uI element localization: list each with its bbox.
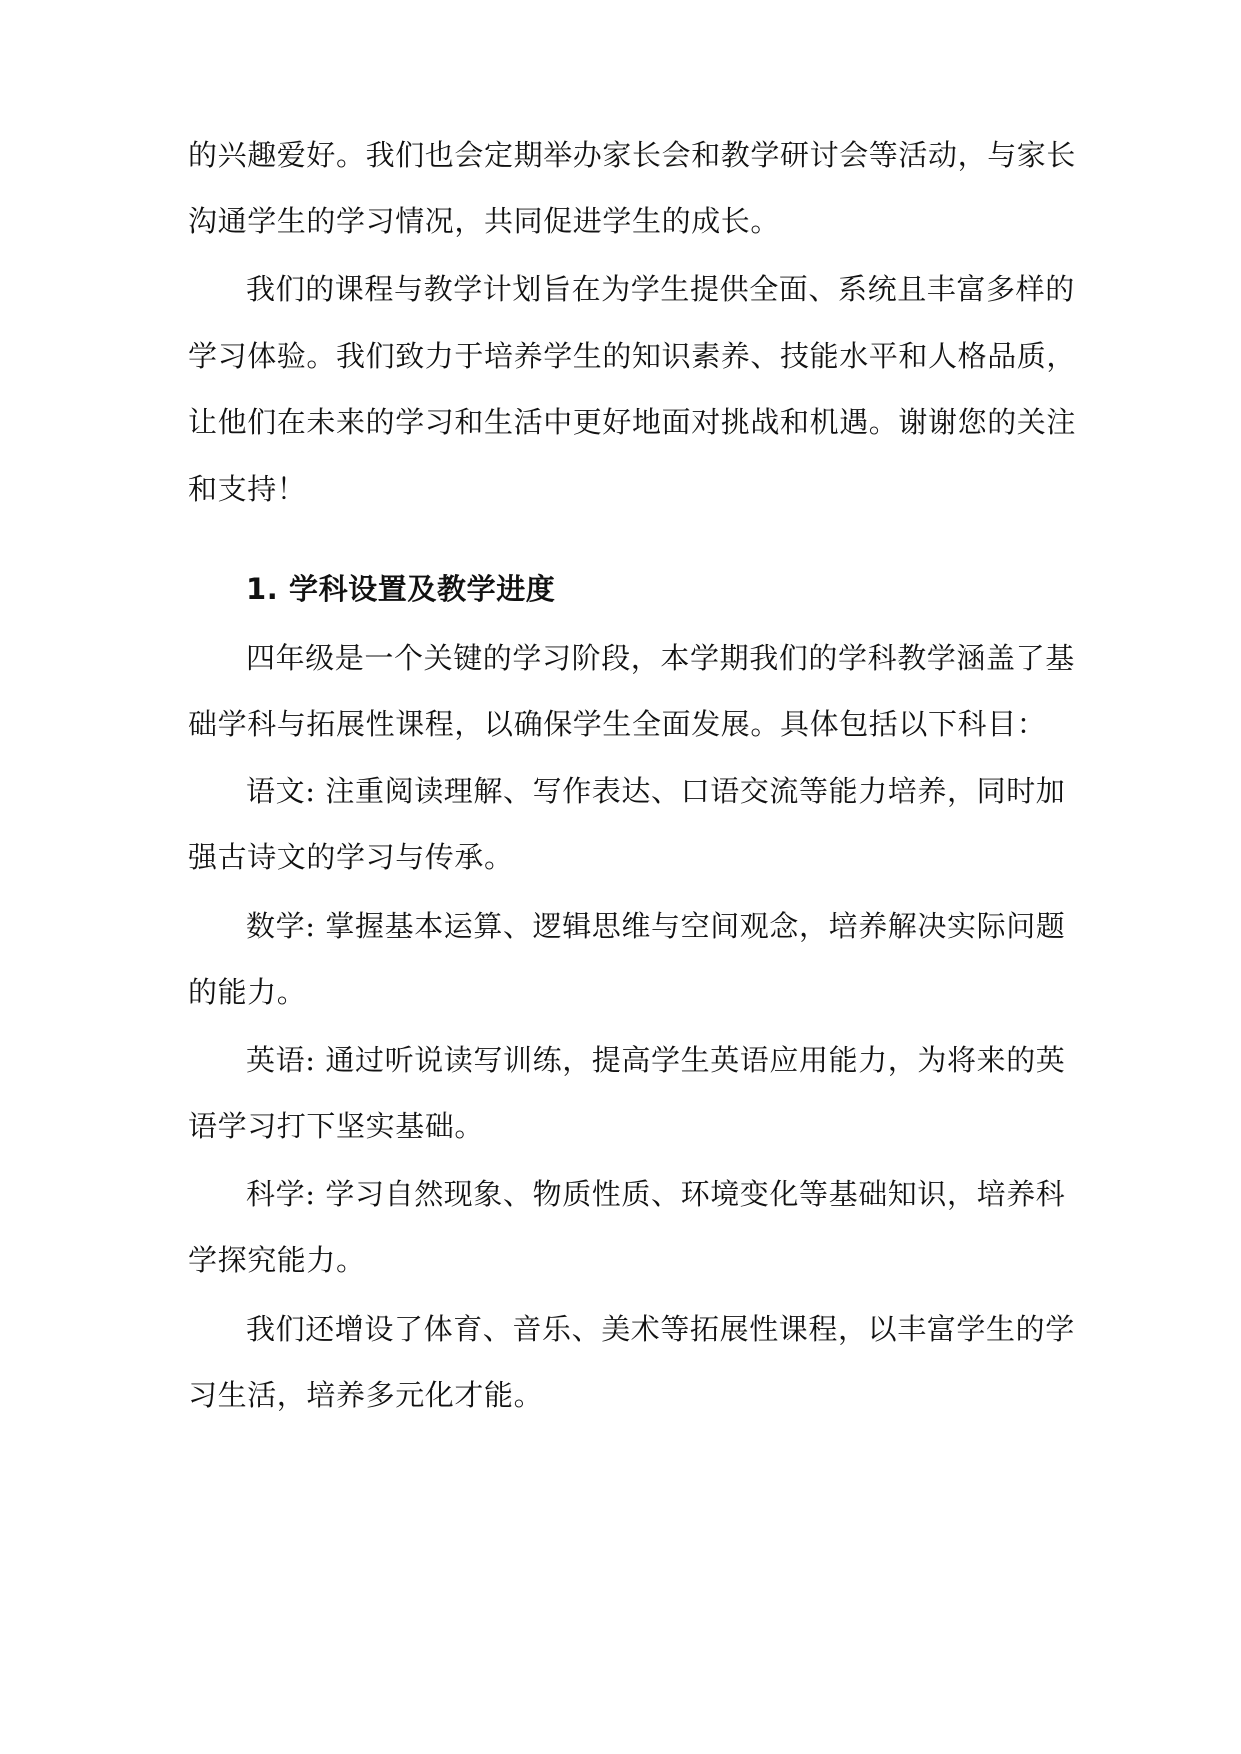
paragraph-line: 强古诗文的学习与传承。 (188, 840, 514, 874)
paragraph-line: 学习体验。我们致力于培养学生的知识素养、技能水平和人格品质， (188, 339, 1077, 373)
paragraph-line: 的兴趣爱好。我们也会定期举办家长会和教学研讨会等活动，与家长 (188, 138, 1077, 172)
paragraph-line: 数学: 掌握基本运算、逻辑思维与空间观念，培养解决实际问题 (246, 909, 1066, 943)
paragraph-line: 四年级是一个关键的学习阶段，本学期我们的学科教学涵盖了基 (246, 641, 1075, 675)
paragraph-line: 让他们在未来的学习和生活中更好地面对挑战和机遇。谢谢您的关注 (188, 405, 1077, 439)
paragraph-line: 和支持！ (188, 472, 307, 506)
paragraph-line: 语学习打下坚实基础。 (188, 1109, 485, 1143)
paragraph-line: 语文: 注重阅读理解、写作表达、口语交流等能力培养，同时加 (246, 774, 1066, 808)
paragraph-line: 我们还增设了体育、音乐、美术等拓展性课程，以丰富学生的学 (246, 1312, 1075, 1346)
paragraph-line: 的能力。 (188, 975, 307, 1009)
paragraph-line: 沟通学生的学习情况，共同促进学生的成长。 (188, 204, 781, 238)
section-number: 1. (246, 572, 279, 606)
paragraph-line: 习生活，培养多元化才能。 (188, 1378, 544, 1412)
paragraph-line: 础学科与拓展性课程，以确保学生全面发展。具体包括以下科目： (188, 707, 1047, 741)
paragraph-line: 学探究能力。 (188, 1243, 366, 1277)
paragraph-line: 英语: 通过听说读写训练，提高学生英语应用能力，为将来的英 (246, 1043, 1066, 1077)
paragraph-line: 科学: 学习自然现象、物质性质、环境变化等基础知识，培养科 (246, 1177, 1066, 1211)
paragraph-line: 我们的课程与教学计划旨在为学生提供全面、系统且丰富多样的 (246, 272, 1075, 306)
section-heading (246, 569, 555, 609)
section-title: 学科设置及教学进度 (289, 572, 556, 606)
